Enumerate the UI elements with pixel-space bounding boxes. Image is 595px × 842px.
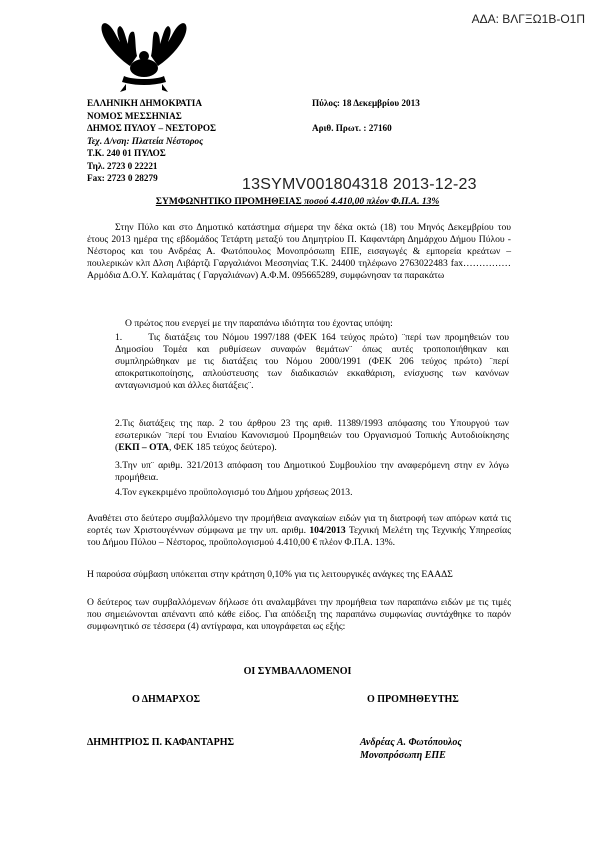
- supplier-name: Ανδρέας Α. Φωτόπουλος: [360, 737, 462, 748]
- header-prefecture: ΝΟΜΟΣ ΜΕΣΣΗΝΙΑΣ: [87, 110, 182, 121]
- header-postcode: Τ.Κ. 240 01 ΠΥΛΟΣ: [87, 148, 166, 158]
- assignment-ref: 104/2013: [309, 525, 346, 536]
- assignment-paragraph: Αναθέτει στο δεύτερο συμβαλλόμενο την προμήθεια αναγκαίων ειδών για τη διατροφή των απόρων κατά τις εορτές των Χριστουγέννων σύμφωνα με την υπ. αριθμ. 104/2013 Τεχνική Μελέτη της Τεχνικής Υπηρεσίας του Δήμου Πύλου – Νέστορος, προϋπολογισμού 4.410,00 € πλέον Φ.Π.Α. 13%.: [87, 513, 512, 548]
- registry-stamp: 13SYMV001804318 2013-12-23: [242, 176, 477, 193]
- list-item: 1. Τις διατάξεις του Νόμου 1997/188 (ΦΕΚ 164 τεύχος πρώτο) ¨περί των προμηθειών του Δημοσίου Τομέα και ρυθμίσεων συναφών θεμάτων¨ όπως αυτές τροποποιήθηκαν και συμπληρώθηκαν με τις διατάξεις του Νόμου 2000/1991 (ΦΕΚ 206 τεύχος πρώτο) ¨περί αποκρατικοποίησης, απλούστευσης των διαδικασιών εκκαθάριση, ενίσχυσης των κανόνων ανταγωνισμού και άλλες διατάξεις¨.: [115, 332, 509, 391]
- header-phone: Τηλ. 2723 0 22221: [87, 160, 158, 171]
- header-place-date: Πύλος: 18 Δεκεμβρίου 2013: [312, 98, 420, 108]
- tax-paragraph: Η παρούσα σύμβαση υπόκειται στην κράτηση 0,10% για τις λειτουργικές ανάγκες της ΕΑΑΔΣ: [87, 569, 453, 580]
- closing-paragraph: Ο δεύτερος των συμβαλλόμενων δήλωσε ότι αναλαμβάνει την προμήθεια των παραπάνω ειδών με τις τιμές που σημειώνονται απέναντι από κάθε είδος. Για απόδειξη της παραπάνω συμφωνίας συντάχθηκε το παρόν συμφωνητικό σε τέσσερα (4) αντίγραφα, και υπογράφεται ως εξής:: [87, 597, 511, 632]
- list-item: 2.Τις διατάξεις της παρ. 2 του άρθρου 23 της αριθ. 11389/1993 απόφασης του Υπουργού των εσωτερικών ¨περί του Ενιαίου Κανονισμού Προμηθειών του Οργανισμού Τοπικής Αυτοδιοίκησης (ΕΚΠ – ΟΤΑ, ΦΕΚ 185 τεύχος δεύτερο).: [115, 418, 509, 453]
- mayor-name: ΔΗΜΗΤΡΙΟΣ Π. ΚΑΦΑΝΤΑΡΗΣ: [87, 737, 235, 748]
- state-emblem-icon: [0, 0, 595, 110]
- header-fax: Fax: 2723 0 28279: [87, 173, 158, 183]
- header-department: Τεχ. Δ/νση: Πλατεία Νέστορος: [87, 135, 204, 146]
- intro-considering: Ο πρώτος που ενεργεί με την παραπάνω ιδιότητα του έχοντας υπόψη:: [125, 318, 393, 329]
- list-item: 4.Τον εγκεκριμένο προϋπολογισμό του Δήμου χρήσεως 2013.: [115, 487, 353, 498]
- header-protocol: Αριθ. Πρωτ. : 27160: [312, 123, 392, 133]
- document-title: [0, 197, 595, 207]
- mayor-role: Ο ΔΗΜΑΡΧΟΣ: [132, 694, 201, 705]
- intro-paragraph: [87, 222, 511, 282]
- intro-text: Στην Πύλο και στο Δημοτικό κατάστημα σήμερα την δέκα οκτώ (18) του Μηνός Δεκεμβρίου του έτους 2013 ημέρα της εβδομάδος Τετάρτη μεταξύ του Δημητρίου Π. Καφαντάρη Δημάρχου Δήμου Πύλου - Νέστορος και του Ανδρέας Α. Φωτόπουλος Μονοπρόσωπη ΕΠΕ, εισαγωγές & εμπορεία κρεάτων – πουλερικών κλπ Δλση Λιβάρτζι Γαργαλιάνοι Μεσσηνίας Τ.Κ. 24400 τηλέφωνο 2763022483 fax……………Αρμόδια Δ.Ο.Υ. Καλαμάτας ( Γαργαλιάνων) Α.Φ.Μ. 095665289, συμφώνησαν τα παρακάτω: [87, 222, 511, 281]
- supplier-role: Ο ΠΡΟΜΗΘΕΥΤΗΣ: [367, 694, 459, 705]
- list-item: 3.Την υπ¨ αριθμ. 321/2013 απόφαση του Δημοτικού Συμβουλίου την αναφερόμενη στην εν λόγω προμήθεια.: [115, 460, 509, 483]
- header-country: ΕΛΛΗΝΙΚΗ ΔΗΜΟΚΡΑΤΙΑ: [87, 98, 202, 108]
- header-left: [87, 97, 216, 185]
- supplier-company: Μονοπρόσωπη ΕΠΕ: [360, 750, 446, 761]
- header-municipality: ΔΗΜΟΣ ΠΥΛΟΥ – ΝΕΣΤΟΡΟΣ: [87, 123, 217, 133]
- parties-heading: ΟΙ ΣΥΜΒΑΛΛΟΜΕΝΟΙ: [243, 666, 352, 677]
- ada-code: ΑΔΑ: ΒΛΓΞΩ1Β-Ο1Π: [471, 12, 585, 26]
- title-amount: ποσού 4.410,00 πλέον Φ.Π.Α. 13%: [304, 197, 440, 207]
- title-main: ΣΥΜΦΩΝΗΤΙΚΟ ΠΡΟΜΗΘΕΙΑΣ: [155, 197, 302, 207]
